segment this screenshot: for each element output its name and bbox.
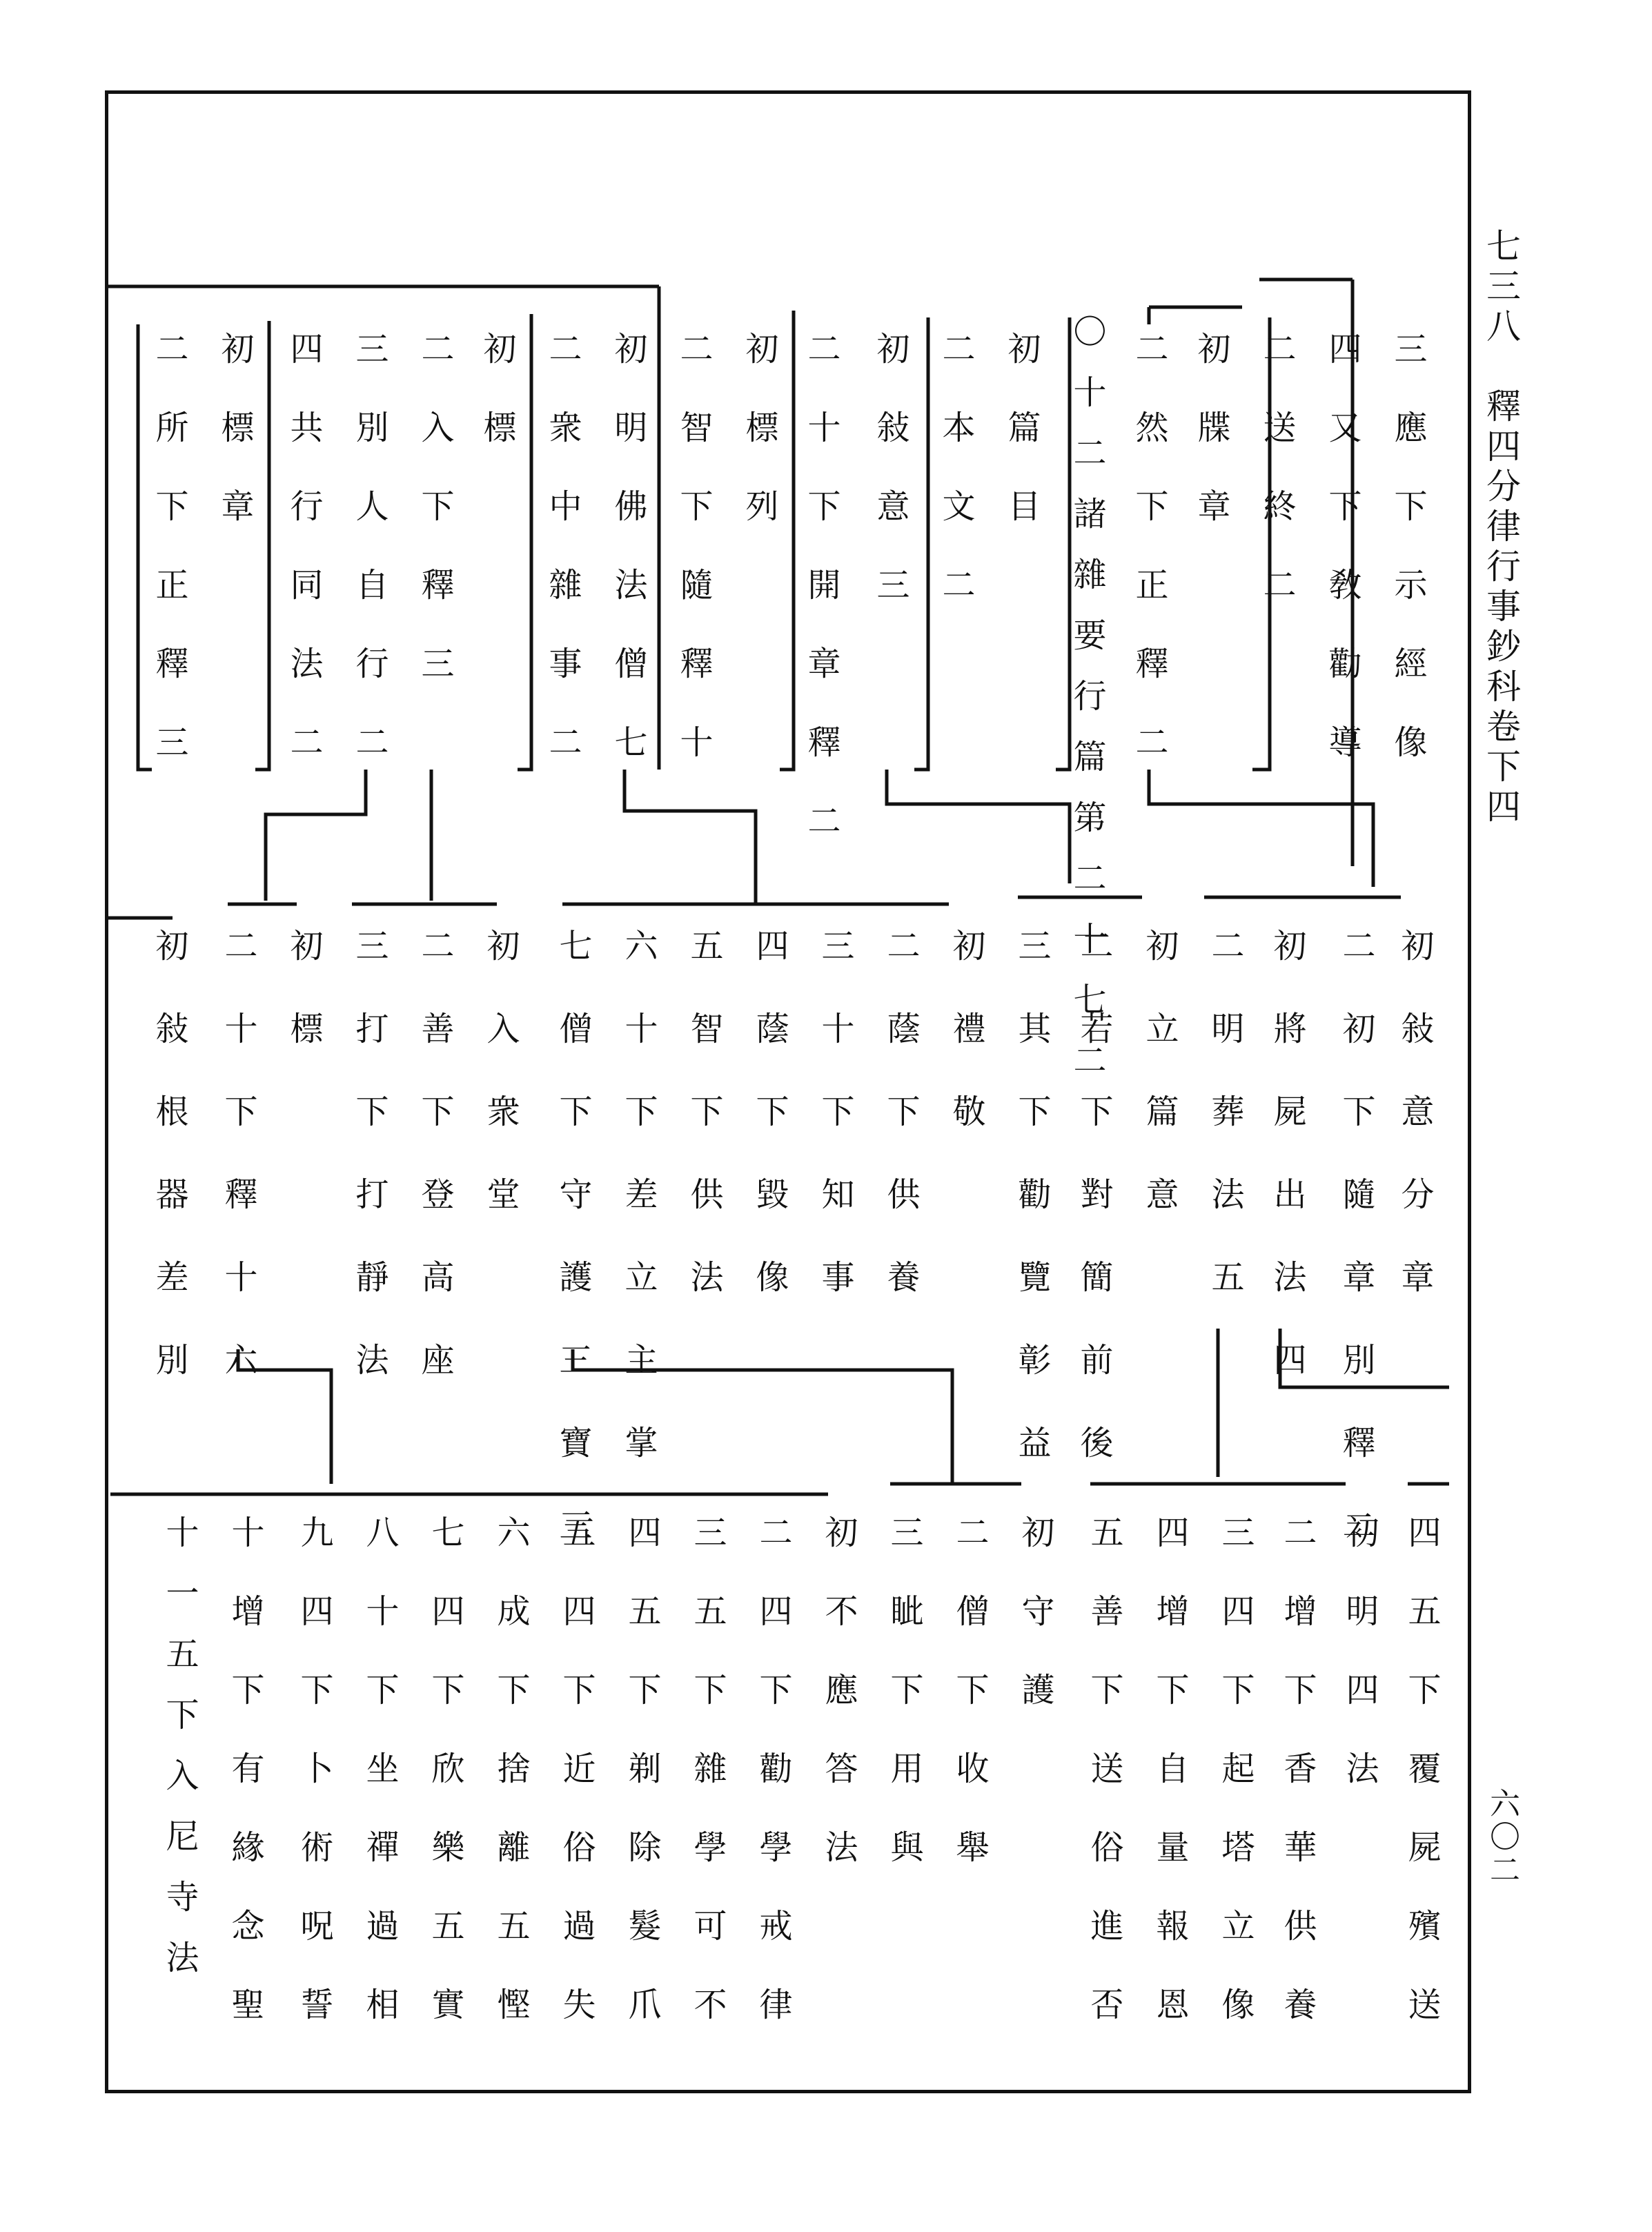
tree-entry: 初標列	[740, 331, 778, 567]
tree-entry: 初牒章	[1192, 331, 1230, 567]
tree-entry: 二送終二	[1257, 331, 1296, 646]
tree-entry: 二入下釋三	[415, 331, 454, 725]
tree-entry: 三別人自行二	[350, 331, 389, 803]
tree-entry: 二初下隨章別釋二	[1337, 928, 1375, 1591]
tree-entry: 四蔭下毀像	[750, 928, 789, 1342]
tree-entry: 九四下卜術呪誓	[295, 1515, 333, 2066]
tree-entry: 初將屍出法四	[1268, 928, 1306, 1425]
tree-entry: 四共行同法二	[284, 331, 323, 803]
tree-entry: 二善下登高座	[415, 928, 454, 1425]
tree-entry: 四又下敎勸導	[1323, 331, 1361, 803]
tree-entry: 初守護	[1016, 1515, 1054, 1751]
tree-entry: 初敍意三	[871, 331, 909, 646]
tree-entry: 二智下隨釋十	[674, 331, 713, 803]
tree-entry: 二然下正釋二	[1130, 331, 1168, 803]
tree-entry: 二四下勸學戒律	[754, 1515, 792, 2066]
tree-entry: 三眦下用與	[885, 1515, 923, 1908]
tree-entry: 四五下覆屍殯送	[1402, 1515, 1441, 2066]
tree-entry: 二明葬法五	[1206, 928, 1244, 1342]
tree-entry: 四增下自量報恩	[1150, 1515, 1189, 2066]
tree-entry: 初禮敬	[947, 928, 985, 1177]
tree-entry: 初標	[478, 331, 516, 489]
running-header: 七三八 釋四分律行事鈔科卷下四	[1481, 228, 1521, 828]
tree-entry: 初標章	[215, 331, 254, 567]
tree-entry: 初不應答法	[819, 1515, 858, 1908]
tree-entry: 二僧下收舉	[950, 1515, 989, 1908]
tree-entry: 六成下捨離五慳	[491, 1515, 530, 2066]
tree-entry: 二所下正釋三	[150, 331, 188, 803]
tree-entry: 五智下供法	[685, 928, 723, 1342]
tree-entry: 五四下近俗過失	[557, 1515, 596, 2066]
tree-entry: 初立篇意	[1140, 928, 1179, 1260]
tree-entry: 初敍意分章	[1395, 928, 1434, 1342]
tree-entry: 七四下欣樂五實	[426, 1515, 464, 2066]
tree-entry: 二十下釋十六	[219, 928, 257, 1425]
tree-entry: 初入衆堂	[481, 928, 520, 1260]
tree-entry: 二衆中雜事二	[543, 331, 582, 803]
tree-entry: 初標	[284, 928, 323, 1094]
tree-entry: 初明佛法僧七	[609, 331, 647, 803]
tree-entry: 十增下有緣念聖	[226, 1515, 264, 2066]
tree-entry: 十一五下入尼寺法	[160, 1515, 199, 2001]
page-number: 六〇二	[1484, 1788, 1520, 1887]
tree-entry: 初明四法	[1340, 1515, 1379, 1830]
tree-entry: 二本文二	[936, 331, 975, 646]
tree-entry: 初敍根器差別	[150, 928, 188, 1425]
tree-entry: 三十下知事	[816, 928, 854, 1342]
tree-entry: 四五下剃除髮爪	[622, 1515, 661, 2066]
tree-entry: 八十下坐禪過相	[360, 1515, 399, 2066]
tree-entry: 五善下送俗進否	[1085, 1515, 1123, 2066]
tree-entry: 三應下示經像	[1388, 331, 1427, 803]
tree-entry: 三四下起塔立像	[1216, 1515, 1255, 2066]
tree-entry: 三其下勸覽彰益	[1012, 928, 1051, 1508]
tree-entry: 二蔭下供養	[881, 928, 920, 1342]
tree-entry: 三打下打靜法	[350, 928, 389, 1425]
tree-entry: 七僧下守護三寶三	[553, 928, 592, 1591]
tree-entry: 二若下對簡前後	[1074, 928, 1113, 1508]
tree-entry: 初篇目	[1002, 331, 1041, 567]
tree-entry: 三五下雜學可不	[688, 1515, 727, 2066]
tree-entry: 二十下開章釋二	[802, 331, 840, 882]
tree-entry: 二增下香華供養	[1278, 1515, 1317, 2066]
tree-entry: 六十下差立主掌	[619, 928, 658, 1508]
section-title: 〇十二諸雜要行篇第二十七二	[1068, 314, 1106, 1104]
